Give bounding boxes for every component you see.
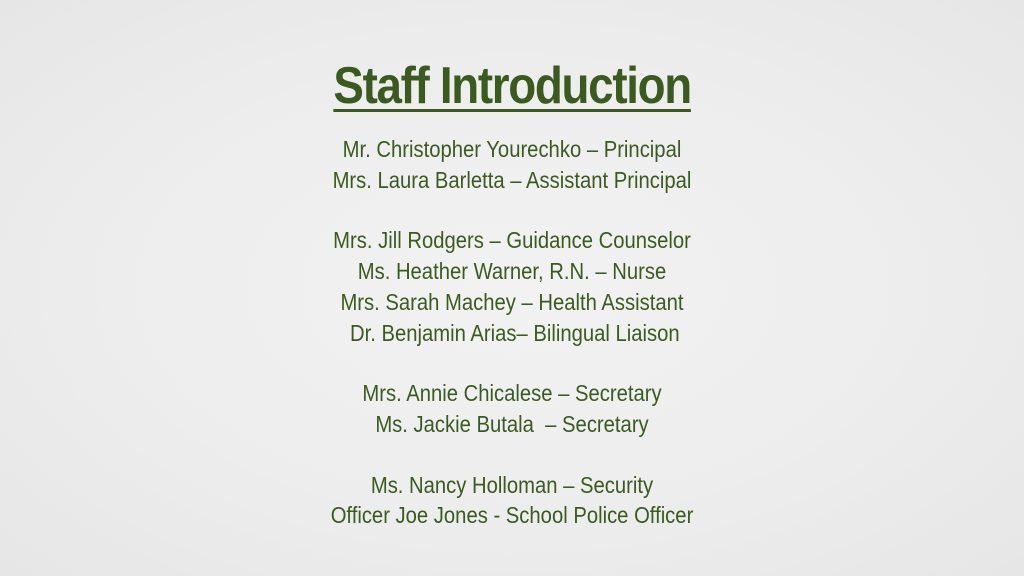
staff-line: Mr. Christopher Yourechko – Principal — [342, 136, 682, 162]
staff-line: Officer Joe Jones - School Police Officer — [330, 502, 694, 529]
staff-group-support — [0, 225, 1024, 348]
slide-title — [0, 56, 1024, 116]
staff-line: Mrs. Annie Chicalese – Secretary — [362, 380, 662, 407]
staff-group-security — [0, 470, 1024, 531]
staff-line: Ms. Heather Warner, R.N. – Nurse — [357, 258, 667, 285]
staff-group-administration — [0, 134, 1024, 195]
staff-list — [0, 134, 1024, 561]
staff-line: Mrs. Laura Barletta – Assistant Principal — [332, 166, 692, 193]
staff-line: Mrs. Sarah Machey – Health Assistant — [340, 288, 684, 315]
staff-line: Dr. Benjamin Arias– Bilingual Liaison — [344, 319, 680, 346]
slide-title-text: Staff Introduction — [333, 57, 691, 115]
staff-group-office — [0, 378, 1024, 439]
staff-line: Mrs. Jill Rodgers – Guidance Counselor — [333, 227, 691, 254]
staff-line: Ms. Jackie Butala – Secretary — [375, 410, 649, 437]
staff-line: Ms. Nancy Holloman – Security — [370, 471, 654, 498]
